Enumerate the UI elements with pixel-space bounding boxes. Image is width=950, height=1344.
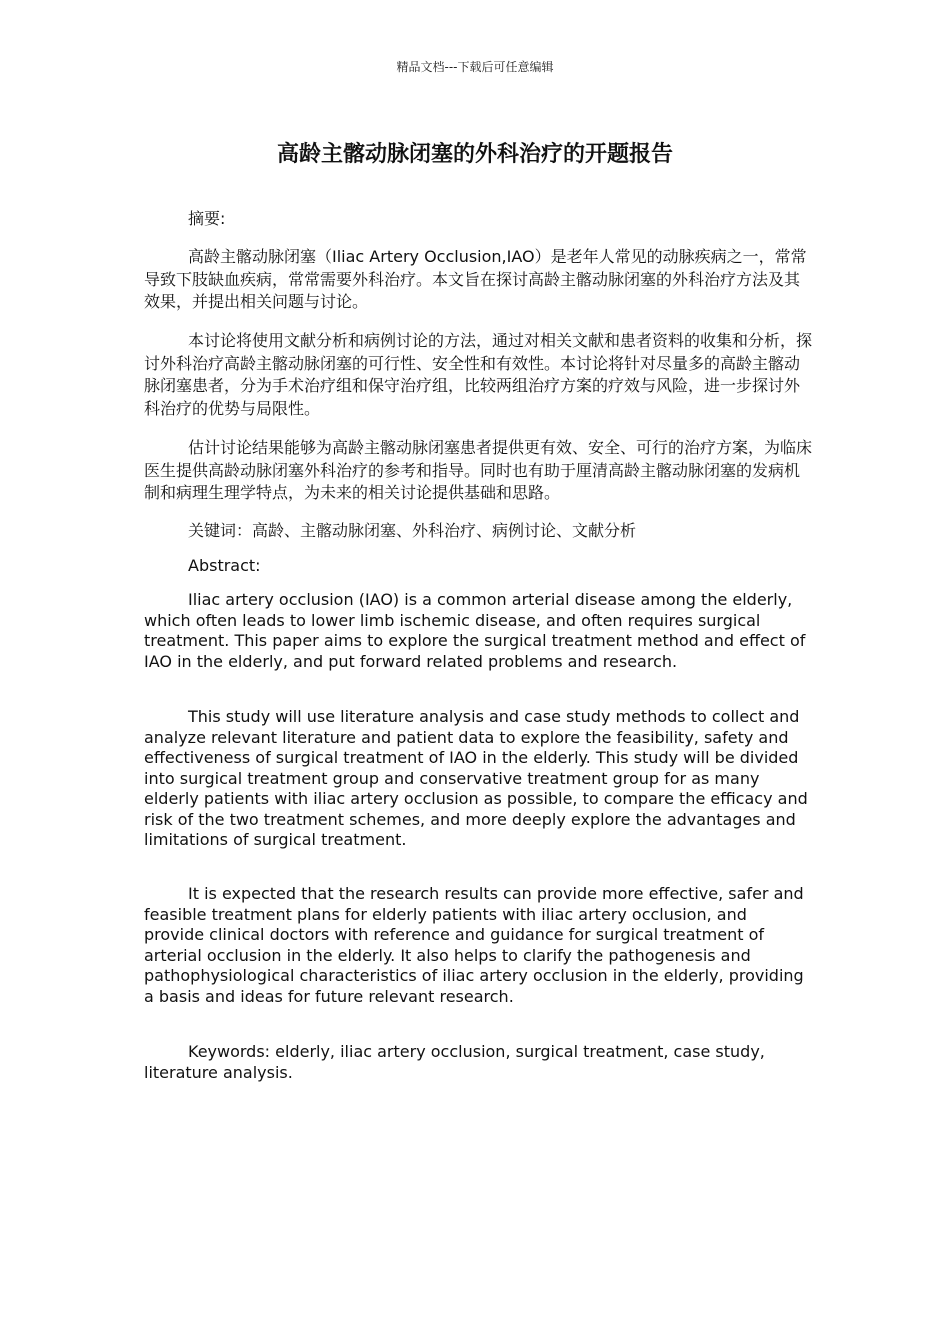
abstract-en-paragraph-3: It is expected that the research results can provide more effective, safer and feasible treatment plans for elderly patients with iliac artery occlusion, and provide clinical doctors with reference and guidance for surgical treatment of arterial occlusion in the elderly. It also helps to clarify the pathogenesis and pathophysiological characteristics of iliac artery occlusion in the elderly, providing a basis and ideas for future relevant research. — [144, 884, 804, 1006]
abstract-cn-paragraph-1: 高龄主髂动脉闭塞（Iliac Artery Occlusion,IAO）是老年人常见的动脉疾病之一，常常导致下肢缺血疾病，常常需要外科治疗。本文旨在探讨高龄主髂动脉闭塞的外科治疗方法及其效果，并提出相关问题与讨论。 — [144, 247, 807, 311]
abstract-en-paragraph-2: This study will use literature analysis and case study methods to collect and analyze relevant literature and patient data to explore the feasibility, safety and effectiveness of surgical treatment of IAO in the elderly. This study will be divided into surgical treatment group and conservative treatment group for as many elderly patients with iliac artery occlusion as possible, to compare the efficacy and risk of the two treatment schemes, and more deeply explore the advantages and limitations of surgical treatment. — [144, 707, 808, 849]
abstract-en-paragraph-2-block — [144, 707, 812, 851]
abstract-cn-paragraph-3-block — [144, 437, 812, 505]
abstract-en-paragraph-1-block — [144, 590, 812, 672]
abstract-en-keywords: Keywords: elderly, iliac artery occlusion, surgical treatment, case study, literature analysis. — [144, 1042, 765, 1082]
abstract-en-keywords-block — [144, 1042, 812, 1083]
abstract-cn-paragraph-2: 本讨论将使用文献分析和病例讨论的方法，通过对相关文献和患者资料的收集和分析，探讨外科治疗高龄主髂动脉闭塞的可行性、安全性和有效性。本讨论将针对尽量多的高龄主髂动脉闭塞患者，分为手术治疗组和保守治疗组，比较两组治疗方案的疗效与风险，进一步探讨外科治疗的优势与局限性。 — [144, 331, 813, 418]
header-note: 精品文档---下载后可任意编辑 — [396, 60, 554, 74]
abstract-en-heading: Abstract: — [188, 556, 261, 575]
abstract-cn-paragraph-1-block — [144, 246, 812, 314]
abstract-en-paragraph-1: Iliac artery occlusion (IAO) is a common arterial disease among the elderly, which often leads to lower limb ischemic disease, and often requires surgical treatment. This paper aims to explore the surgical treatment method and effect of IAO in the elderly, and put forward related problems and research. — [144, 590, 806, 671]
abstract-en-paragraph-3-block — [144, 884, 812, 1007]
abstract-cn-keywords: 关键词：高龄、主髂动脉闭塞、外科治疗、病例讨论、文献分析 — [188, 521, 637, 540]
abstract-cn-paragraph-3: 估计讨论结果能够为高龄主髂动脉闭塞患者提供更有效、安全、可行的治疗方案，为临床医生提供高龄动脉闭塞外科治疗的参考和指导。同时也有助于厘清高龄主髂动脉闭塞的发病机制和病理生理学特点，为未来的相关讨论提供基础和思路。 — [144, 438, 813, 502]
abstract-cn-paragraph-2-block — [144, 330, 812, 420]
document-title: 高龄主髂动脉闭塞的外科治疗的开题报告 — [276, 142, 673, 167]
abstract-cn-heading: 摘要: — [188, 209, 226, 228]
